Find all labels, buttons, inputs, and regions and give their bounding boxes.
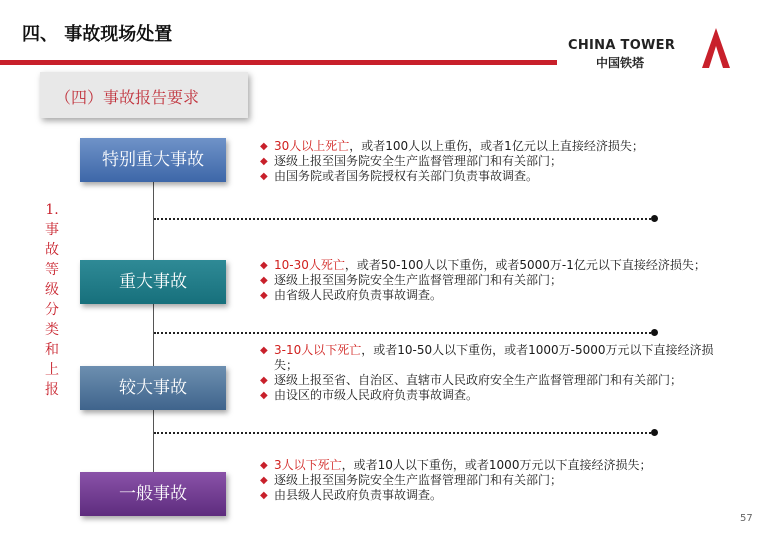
description-item [260,273,720,288]
level-description [260,258,720,303]
side-label-char: 等 [45,262,59,278]
page-title: 四、 事故现场处置 [22,24,173,45]
level-box-major: 重大事故 [80,260,226,304]
side-label-char: 分 [45,302,59,318]
level-box-general: 一般事故 [80,472,226,516]
section-heading: （四）事故报告要求 [55,88,200,107]
separator-end-dot [651,215,658,222]
casualty-highlight: 3-10人以下死亡 [274,343,362,357]
diamond-bullet-icon: ◆ [260,375,268,386]
side-label-char: 故 [45,242,59,258]
side-label-char: 上 [45,362,59,378]
level-box-especially-major: 特别重大事故 [80,138,226,182]
side-label-char: 报 [45,382,59,398]
investigation-text: 由县级人民政府负责事故调查。 [274,488,443,502]
side-label-char: 和 [45,342,59,358]
description-item [260,343,720,373]
level-description [260,139,720,184]
diamond-bullet-icon: ◆ [260,345,268,356]
separator-end-dot [651,429,658,436]
side-label-char: 级 [45,282,59,298]
level-description [260,458,720,503]
reporting-text: 逐级上报至国务院安全生产监督管理部门和有关部门； [274,154,563,168]
description-item [260,154,720,169]
header-divider [0,60,557,65]
casualty-highlight: 3人以下死亡 [274,458,342,472]
diamond-bullet-icon: ◆ [260,156,268,167]
casualty-highlight: 10-30人死亡 [274,258,345,272]
timeline-vertical-line [153,180,154,490]
criteria-text: ，或者10人以下重伤，或者1000万元以下直接经济损失； [341,458,652,472]
description-item [260,458,720,473]
side-label-char: 事 [45,222,59,238]
description-item [260,169,720,184]
description-item [260,473,720,488]
diamond-bullet-icon: ◆ [260,490,268,501]
diamond-bullet-icon: ◆ [260,260,268,271]
investigation-text: 由国务院或者国务院授权有关部门负责事故调查。 [274,169,539,183]
reporting-text: 逐级上报至国务院安全生产监督管理部门和有关部门； [274,473,563,487]
description-item [260,488,720,503]
diamond-bullet-icon: ◆ [260,275,268,286]
side-label-char: 1. [45,202,59,218]
description-item [260,139,720,154]
criteria-text: ，或者50-100人以下重伤，或者5000万-1亿元以下直接经济损失； [344,258,706,272]
criteria-text: ，或者100人以上重伤，或者1亿元以上直接经济损失； [349,139,644,153]
side-label-char: 类 [45,322,59,338]
side-label [40,200,64,400]
level-box-larger: 较大事故 [80,366,226,410]
logo-text-cn: 中国铁塔 [596,56,645,70]
dotted-separator [154,432,654,434]
diamond-bullet-icon: ◆ [260,171,268,182]
criteria-text: ，或者10-50人以下重伤，或者1000万-5000万元以下直接经济损失； [274,343,714,372]
china-tower-logo-icon [700,26,732,70]
reporting-text: 逐级上报至省、自治区、直辖市人民政府安全生产监督管理部门和有关部门； [274,373,683,387]
diamond-bullet-icon: ◆ [260,475,268,486]
diamond-bullet-icon: ◆ [260,390,268,401]
reporting-text: 逐级上报至国务院安全生产监督管理部门和有关部门； [274,273,563,287]
separator-end-dot [651,329,658,336]
logo-text-en: CHINA TOWER [568,38,676,53]
investigation-text: 由设区的市级人民政府负责事故调查。 [274,388,479,402]
level-description [260,343,720,403]
description-item [260,373,720,388]
dotted-separator [154,218,654,220]
casualty-highlight: 30人以上死亡 [274,139,350,153]
page-number: 57 [740,513,753,524]
diamond-bullet-icon: ◆ [260,141,268,152]
investigation-text: 由省级人民政府负责事故调查。 [274,288,443,302]
diamond-bullet-icon: ◆ [260,290,268,301]
dotted-separator [154,332,654,334]
description-item [260,288,720,303]
section-heading-box [40,72,248,118]
description-item [260,258,720,273]
diamond-bullet-icon: ◆ [260,460,268,471]
description-item [260,388,720,403]
